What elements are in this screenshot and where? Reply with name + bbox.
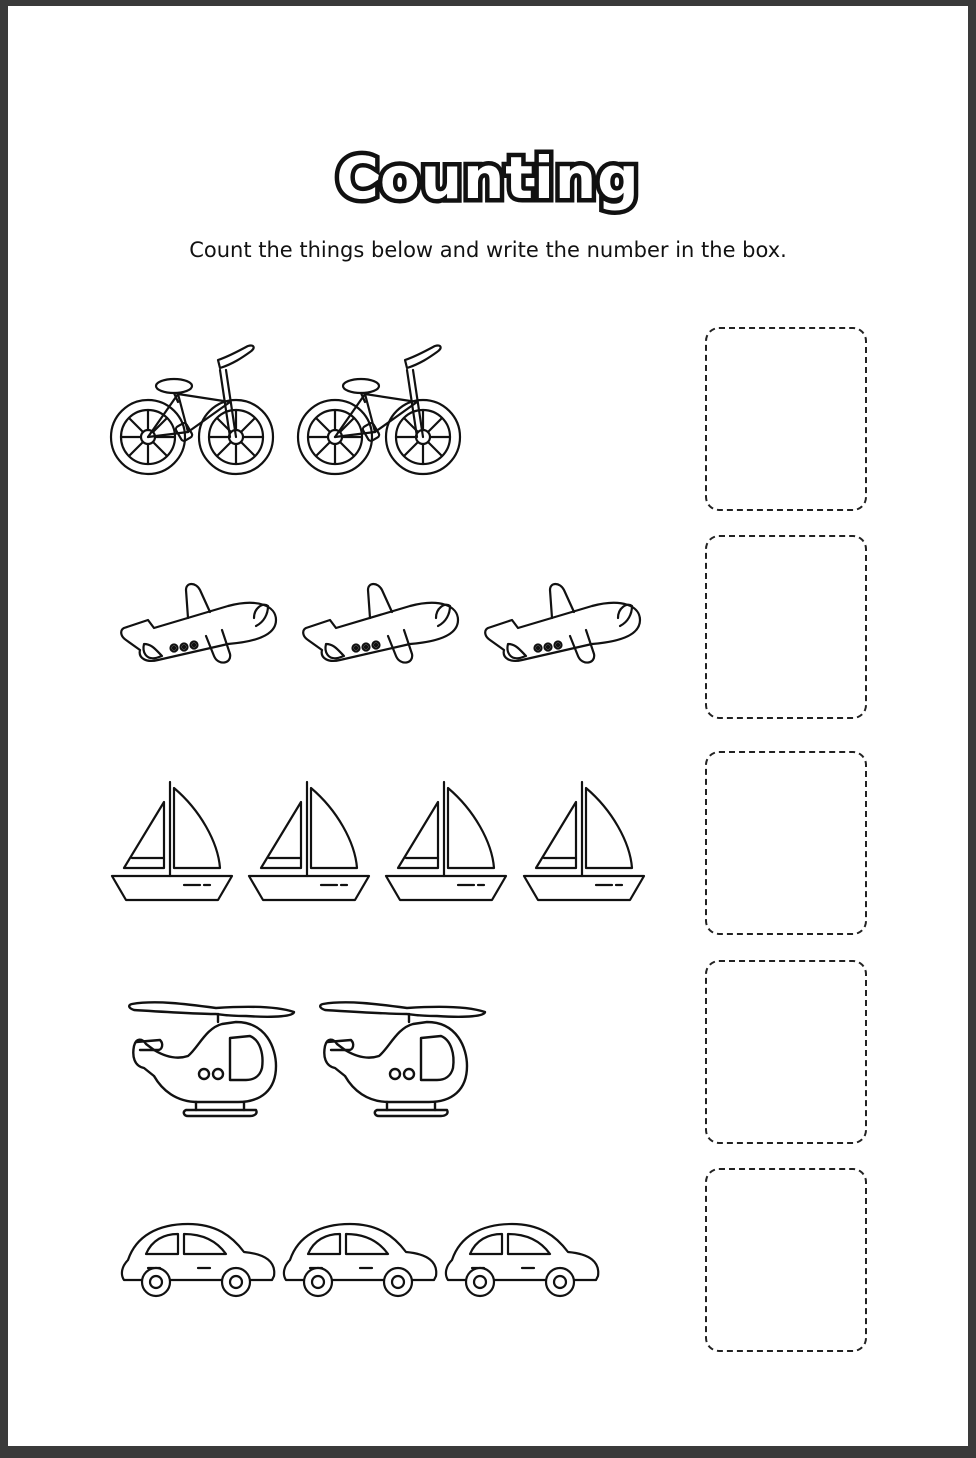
sailboat-icon xyxy=(386,782,506,900)
car-icon xyxy=(446,1224,598,1296)
sailboat-icon xyxy=(112,782,232,900)
worksheet-page xyxy=(8,6,968,1446)
helicopter-icon xyxy=(320,1002,485,1116)
helicopter-icon xyxy=(129,1002,294,1116)
worksheet-title: Counting xyxy=(336,144,640,212)
answer-box-cars[interactable] xyxy=(705,1168,867,1352)
answer-box-sailboats[interactable] xyxy=(705,751,867,935)
airplane-icon xyxy=(303,584,458,663)
answer-box-airplanes[interactable] xyxy=(705,535,867,719)
worksheet-instructions: Count the things below and write the number in the box. xyxy=(189,238,787,262)
answer-box-helicopters[interactable] xyxy=(705,960,867,1144)
airplane-icon xyxy=(485,584,640,663)
answer-box-bicycles[interactable] xyxy=(705,327,867,511)
bicycle-icon xyxy=(111,345,273,474)
sailboat-icon xyxy=(249,782,369,900)
airplane-icon xyxy=(121,584,276,663)
sailboat-icon xyxy=(524,782,644,900)
car-icon xyxy=(284,1224,436,1296)
bicycle-icon xyxy=(298,345,460,474)
car-icon xyxy=(122,1224,274,1296)
